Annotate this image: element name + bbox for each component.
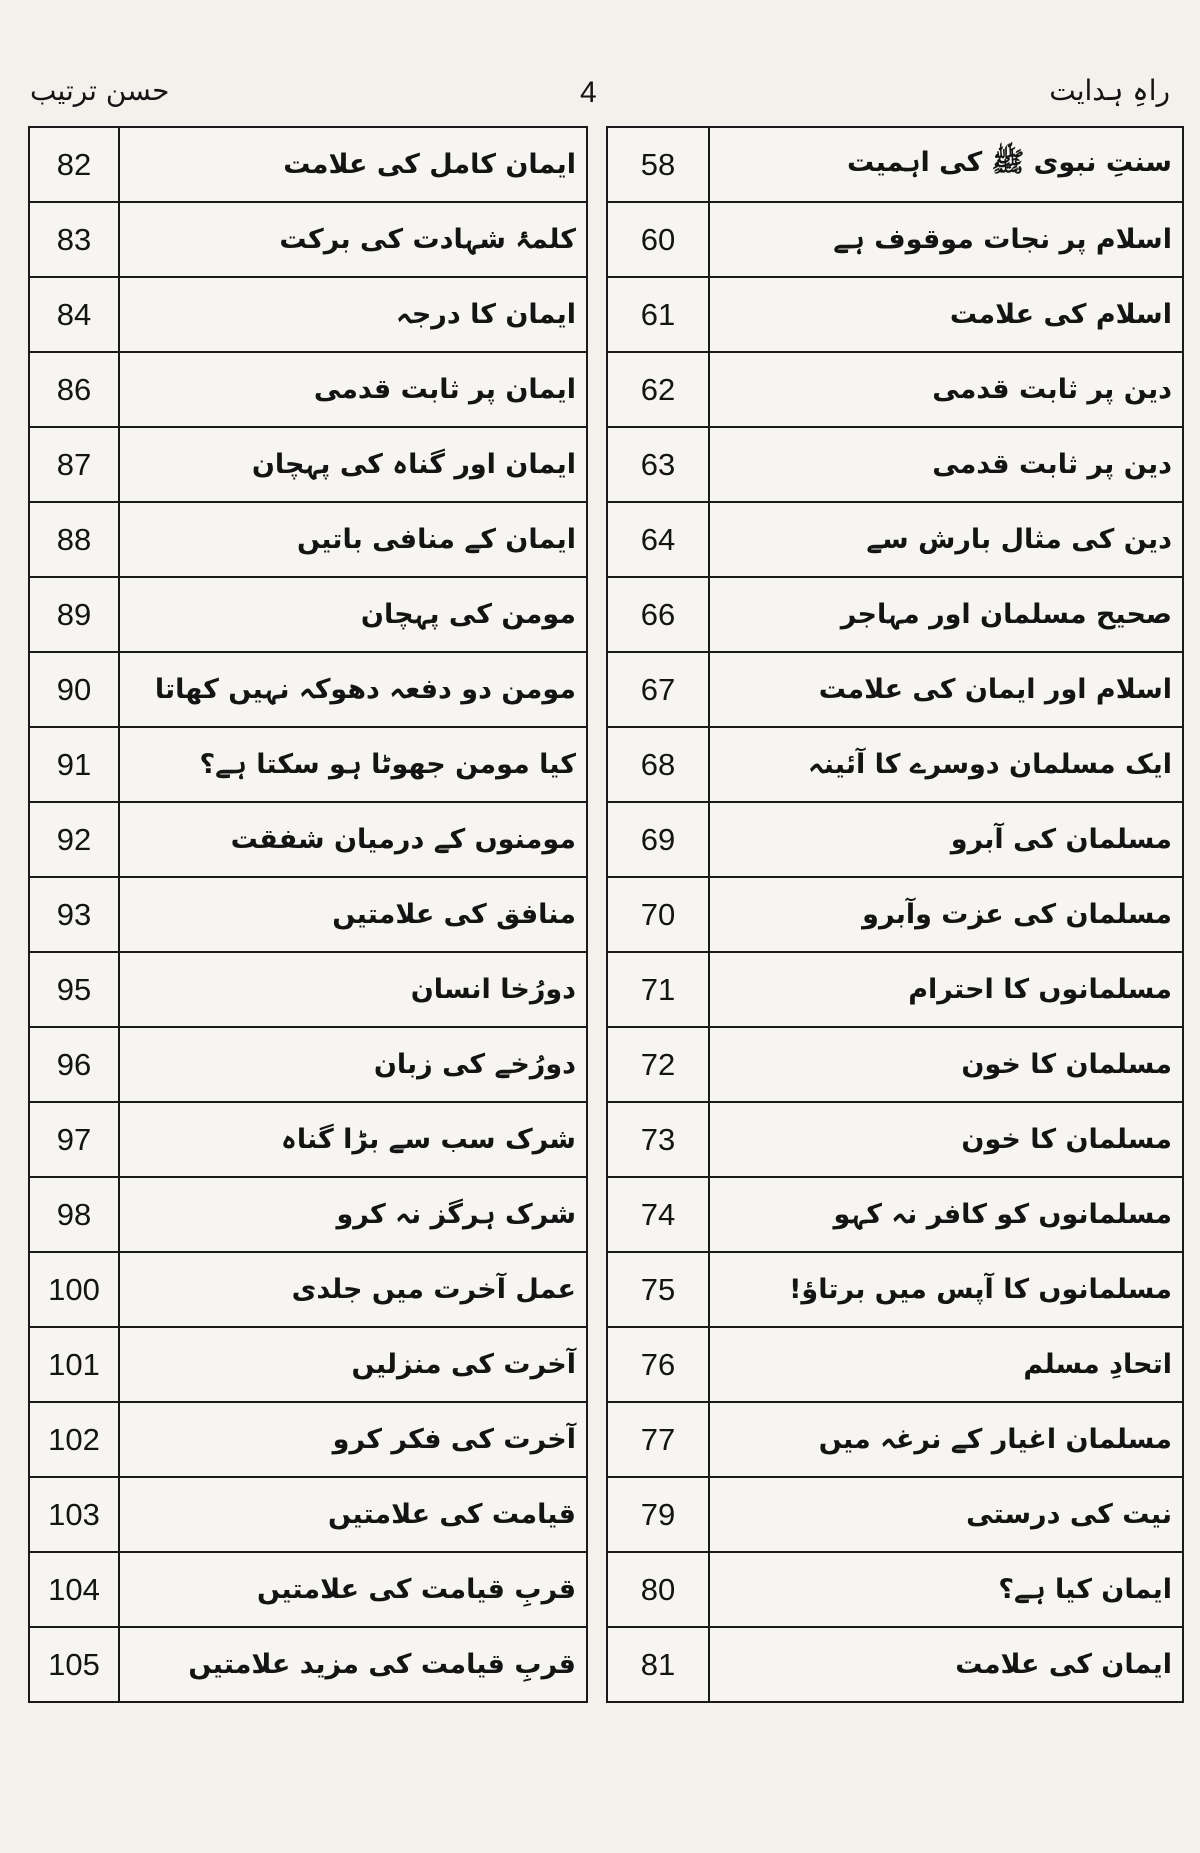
toc-row: [608, 653, 1182, 728]
toc-row: [30, 953, 586, 1028]
toc-page-number: 74: [608, 1178, 710, 1251]
toc-entry-title: اسلام اور ایمان کی علامت: [818, 674, 1172, 705]
toc-entry-title: ایمان کا درجہ: [396, 299, 576, 330]
toc-row: [30, 1553, 586, 1628]
toc-row: [30, 653, 586, 728]
toc-page-number: 68: [608, 728, 710, 801]
header-left-text: حسن ترتیب: [30, 74, 170, 107]
toc-entry-title: اسلام پر نجات موقوف ہے: [833, 224, 1172, 255]
toc-page-number: 90: [30, 653, 120, 726]
toc-entry-title: صحیح مسلمان اور مہاجر: [840, 599, 1172, 630]
toc-row: [608, 1403, 1182, 1478]
toc-page-number: 97: [30, 1103, 120, 1176]
toc-row: [30, 1178, 586, 1253]
toc-row: [608, 578, 1182, 653]
toc-page-number: 64: [608, 503, 710, 576]
toc-entry-title: سنتِ نبوی ﷺ کی اہمیت: [846, 146, 1172, 178]
toc-page-number: 63: [608, 428, 710, 501]
toc-row: [30, 1103, 586, 1178]
toc-entry-title: کلمۂ شہادت کی برکت: [279, 224, 576, 255]
toc-entry-title: آخرت کی منزلیں: [351, 1349, 576, 1380]
toc-entry-title: ایمان کیا ہے؟: [998, 1574, 1172, 1605]
toc-page-number: 71: [608, 953, 710, 1026]
toc-page-number: 88: [30, 503, 120, 576]
toc-row: [608, 1028, 1182, 1103]
toc-entry-title: ایمان کے منافی باتیں: [296, 524, 576, 555]
toc-entry-title: دین کی مثال بارش سے: [866, 524, 1172, 555]
toc-row: [30, 878, 586, 953]
toc-entry-title: مسلمان کا خون: [961, 1049, 1172, 1080]
toc-page-number: 82: [30, 128, 120, 201]
toc-page-number: 62: [608, 353, 710, 426]
toc-row: [608, 1328, 1182, 1403]
toc-entry-title: قربِ قیامت کی مزید علامتیں: [188, 1649, 576, 1680]
toc-row: [608, 728, 1182, 803]
toc-row: [608, 1178, 1182, 1253]
toc-page-number: 98: [30, 1178, 120, 1251]
toc-row: [30, 128, 586, 203]
toc-entry-title: شرک سب سے بڑا گناہ: [281, 1124, 576, 1155]
toc-entry-title: قیامت کی علامتیں: [328, 1499, 576, 1530]
toc-page-number: 86: [30, 353, 120, 426]
toc-row: [608, 953, 1182, 1028]
toc-entry-title: نیت کی درستی: [966, 1499, 1172, 1530]
toc-entry-title: مسلمان کا خون: [961, 1124, 1172, 1155]
toc-row: [30, 578, 586, 653]
toc-row: [608, 1253, 1182, 1328]
toc-row: [30, 1028, 586, 1103]
toc-row: [30, 1328, 586, 1403]
toc-page-number: 103: [30, 1478, 120, 1551]
toc-entry-title: عمل آخرت میں جلدی: [291, 1274, 576, 1305]
toc-entry-title: ایمان پر ثابت قدمی: [313, 374, 576, 405]
toc-row: [608, 803, 1182, 878]
toc-page-number: 89: [30, 578, 120, 651]
toc-page-number: 100: [30, 1253, 120, 1326]
toc-page-number: 84: [30, 278, 120, 351]
toc-page-number: 69: [608, 803, 710, 876]
toc-page-number: 101: [30, 1328, 120, 1401]
toc-row: [608, 1103, 1182, 1178]
toc-page-number: 92: [30, 803, 120, 876]
toc-entry-title: اسلام کی علامت: [949, 299, 1172, 330]
toc-page-number: 79: [608, 1478, 710, 1551]
page-number: 4: [580, 76, 597, 109]
toc-page-number: 91: [30, 728, 120, 801]
toc-row: [30, 1628, 586, 1703]
toc-row: [30, 1478, 586, 1553]
toc-row: [608, 1628, 1182, 1703]
toc-page-number: 58: [608, 128, 710, 201]
toc-row: [608, 128, 1182, 203]
toc-entry-title: ایمان کی علامت: [955, 1649, 1172, 1680]
toc-row: [30, 803, 586, 878]
toc-entry-title: اتحادِ مسلم: [1023, 1349, 1172, 1380]
toc-page-number: 61: [608, 278, 710, 351]
toc-entry-title: دورُخے کی زبان: [373, 1049, 576, 1080]
toc-row: [30, 278, 586, 353]
toc-entry-title: مومن کی پہچان: [360, 599, 576, 630]
toc-entry-title: ایک مسلمان دوسرے کا آئینہ: [807, 749, 1172, 780]
toc-page-number: 66: [608, 578, 710, 651]
toc-page-number: 70: [608, 878, 710, 951]
toc-entry-title: مسلمانوں کو کافر نہ کہو: [833, 1199, 1172, 1230]
toc-entry-title: کیا مومن جھوٹا ہو سکتا ہے؟: [199, 749, 576, 780]
toc-entry-title: مومنوں کے درمیان شفقت: [230, 824, 576, 855]
toc-page-number: 76: [608, 1328, 710, 1401]
toc-row: [30, 1253, 586, 1328]
toc-page-number: 80: [608, 1553, 710, 1626]
toc-row: [608, 1478, 1182, 1553]
toc-row: [30, 428, 586, 503]
toc-entry-title: ایمان اور گناہ کی پہچان: [251, 449, 576, 480]
toc-page-number: 93: [30, 878, 120, 951]
toc-entry-title: مومن دو دفعہ دھوکہ نہیں کھاتا: [154, 674, 576, 705]
toc-row: [608, 428, 1182, 503]
toc-page-number: 87: [30, 428, 120, 501]
toc-page-number: 60: [608, 203, 710, 276]
toc-row: [608, 878, 1182, 953]
toc-row: [608, 1553, 1182, 1628]
toc-page-number: 104: [30, 1553, 120, 1626]
toc-entry-title: مسلمانوں کا احترام: [908, 974, 1172, 1005]
toc-row: [30, 1403, 586, 1478]
toc-entry-title: دین پر ثابت قدمی: [932, 374, 1172, 405]
toc-page-number: 73: [608, 1103, 710, 1176]
toc-entry-title: قربِ قیامت کی علامتیں: [257, 1574, 576, 1605]
toc-page-number: 75: [608, 1253, 710, 1326]
toc-entry-title: مسلمان اغیار کے نرغہ میں: [818, 1424, 1172, 1455]
toc-page-number: 102: [30, 1403, 120, 1476]
toc-row: [30, 728, 586, 803]
toc-row: [608, 353, 1182, 428]
toc-entry-title: منافق کی علامتیں: [332, 899, 576, 930]
toc-entry-title: دین پر ثابت قدمی: [932, 449, 1172, 480]
page-header: [0, 74, 1200, 124]
toc-page-number: 77: [608, 1403, 710, 1476]
toc-row: [608, 203, 1182, 278]
header-right-text: راہِ ہدایت: [1049, 74, 1170, 107]
toc-entry-title: مسلمان کی عزت وآبرو: [862, 899, 1172, 930]
toc-entry-title: ایمان کامل کی علامت: [283, 149, 576, 180]
toc-row: [30, 353, 586, 428]
toc-page-number: 83: [30, 203, 120, 276]
toc-row: [608, 278, 1182, 353]
toc-table-left: [28, 126, 588, 1703]
toc-table-right: [606, 126, 1184, 1703]
toc-entry-title: دورُخا انسان: [410, 974, 576, 1005]
toc-row: [30, 503, 586, 578]
toc-page-number: 95: [30, 953, 120, 1026]
toc-entry-title: مسلمانوں کا آپس میں برتاؤ!: [789, 1274, 1172, 1305]
toc-row: [608, 503, 1182, 578]
toc-page-number: 72: [608, 1028, 710, 1101]
toc-page-number: 67: [608, 653, 710, 726]
toc-entry-title: شرک ہرگز نہ کرو: [336, 1199, 576, 1230]
toc-page-number: 105: [30, 1628, 120, 1701]
toc-page-number: 96: [30, 1028, 120, 1101]
toc-entry-title: آخرت کی فکر کرو: [332, 1424, 576, 1455]
toc-entry-title: مسلمان کی آبرو: [950, 824, 1172, 855]
toc-row: [30, 203, 586, 278]
toc-page-number: 81: [608, 1628, 710, 1701]
